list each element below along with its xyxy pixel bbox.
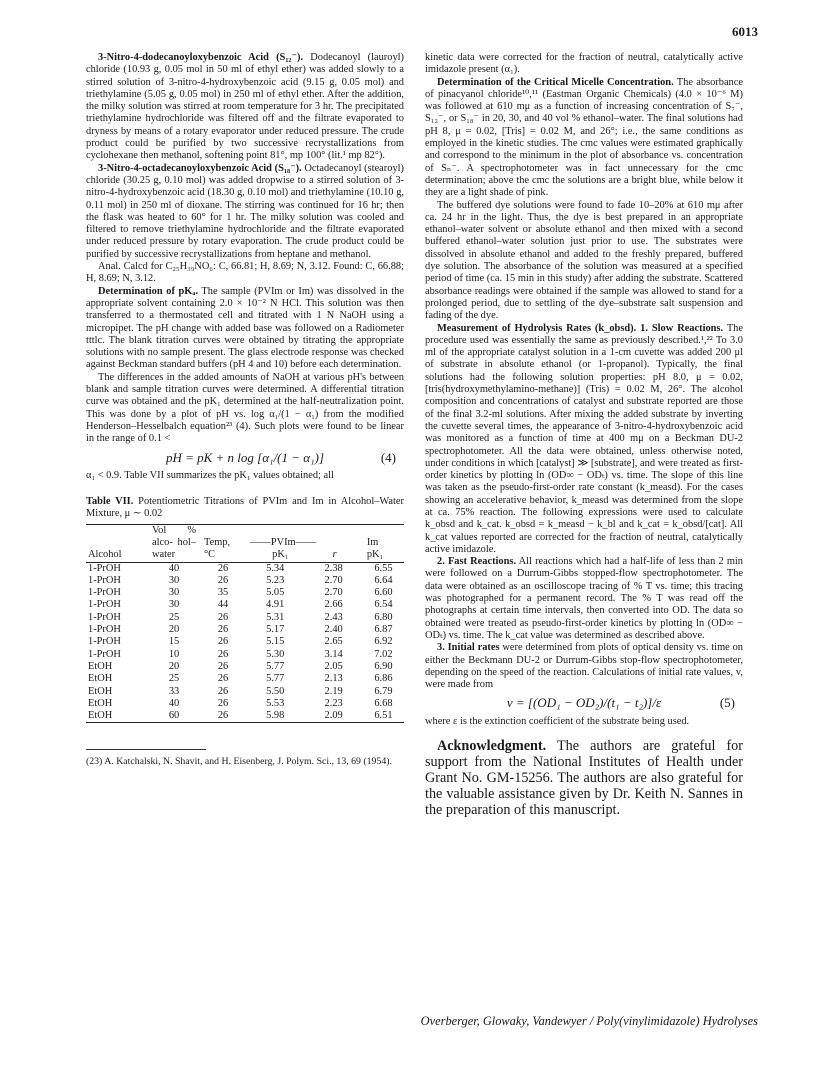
table-cell: 44 (217, 599, 229, 611)
table-cell: 2.70 (324, 574, 343, 586)
equation-number: (5) (719, 695, 735, 711)
table-cell: 20 (168, 624, 180, 636)
table-cell: 26 (217, 624, 229, 636)
footnote-23: (23) A. Katchalski, N. Shavit, and H. Eisenberg, J. Polym. Sci., 13, 69 (1954). (86, 756, 392, 768)
table-cell: 2.65 (324, 636, 343, 648)
paragraph-continued: kinetic data were corrected for the fraction of neutral, catalytically active imidazole present (α₁). (425, 52, 743, 76)
table-cell: 6.54 (374, 599, 393, 611)
table-cell: 6.80 (374, 611, 393, 623)
table-cell: 2.38 (324, 562, 343, 574)
table-cell: 25 (168, 611, 180, 623)
table-cell: 20 (168, 660, 180, 672)
table-caption: Table VII. Potentiometric Titrations of PVIm and Im in Alcohol–Water Mixture, μ ∼ 0.02 (86, 496, 404, 520)
acknowledgment-heading: Acknowledgment. (437, 738, 547, 755)
table-cell: 30 (168, 587, 180, 599)
table-cell: 26 (217, 611, 229, 623)
equation-number: (4) (380, 449, 396, 465)
table-cell: 6.68 (374, 697, 393, 709)
table-cell: EtOH (88, 685, 113, 697)
table-body (86, 562, 404, 723)
page-number: 6013 (732, 24, 758, 39)
table-cell: 5.31 (266, 611, 285, 623)
table-row (86, 636, 404, 648)
table-row (86, 710, 404, 723)
table-label: Table VII. (86, 496, 134, 508)
running-footer: Overberger, Glowaky, Vandewyer / Poly(vinylimidazole) Hydrolyses (420, 1014, 758, 1028)
col-header-alcohol: Alcohol (86, 524, 148, 562)
table-cell: 1-PrOH (88, 587, 121, 599)
equation-4 (86, 449, 404, 465)
table-row (86, 599, 404, 611)
table-cell: 35 (217, 587, 229, 599)
table-cell: 6.55 (374, 562, 393, 574)
paragraph-dye-fading: The buffered dye solutions were found to fade 10–20% at 610 mμ after ca. 24 hr in the light. Thus, the dye is best prepared in an appropriate ethanol–water solvent or absolute ethanol and then mixed with a second buffered ethanol–water solution just prior to use. The substrates were dissolved in absolute ethanol and added to the freshly prepared, buffered dye solution. The absorbance of the solution was measured at a specified period of time (ca. 15 min in this study) after adding the substrate. Scattered absorbance readings were obtained if the sample was allowed to stand for a prolonged period, due to settling of the dye–substrate salt suspension and fading of the dye. (425, 199, 743, 322)
right-column (425, 52, 743, 818)
paragraph-alpha-range: α₁ < 0.9. Table VII summarizes the pK₁ values obtained; all (86, 469, 334, 481)
paragraph-analysis: Anal. Calcd for C₂₅H₃₉NO₆: C, 66.81; H, 8.69; N, 3.12. Found: C, 66.88; H, 8.69; N, 3.12. (86, 261, 404, 285)
table-cell: 2.19 (324, 685, 343, 697)
table-cell: 4.91 (266, 599, 285, 611)
table-row (86, 612, 404, 624)
paragraph-fast-reactions: 2. Fast Reactions. All reactions which had a half-life of less than 2 min were followed on a Durrum-Gibbs stopped-flow spectrophotometer. The data were obtained as an oscilloscope tracing of % T vs. time; this tracing was photographed for a permanent record. The % T was read off the photographs at certain time intervals, then converted into OD. The data so obtained were treated as pseudo-first-order kinetics by plotting ln (OD∞ − ODₜ) vs. time. The k_cat value was determined as described above. (425, 556, 744, 641)
table-cell: 60 (168, 710, 180, 722)
table-cell: 5.17 (266, 624, 285, 636)
col-header-im-pk1: pK₁ (366, 549, 384, 561)
table-cell: 26 (217, 697, 229, 709)
table-cell: 2.09 (324, 710, 343, 722)
table-cell: 15 (168, 636, 180, 648)
table-cell: 40 (168, 562, 180, 574)
table-cell: 26 (217, 562, 229, 574)
paragraph-differential-titration: The differences in the added amounts of NaOH at various pH's between blank and sample titration curves were determined. A differential titration curve was obtained and the pK₁ determined at the half-neutralization point. This was done by a plot of pH vs. log α₁/(1 − α₁) from the modified Henderson–Hesselbalch equation²³ (4). Such plots were found to be linear in the range of 0.1 < (86, 371, 404, 445)
table-cell: 1-PrOH (88, 648, 121, 660)
table-row (86, 698, 404, 710)
titration-table (86, 524, 404, 724)
table-cell: EtOH (88, 660, 113, 672)
table-cell: 5.77 (266, 660, 285, 672)
paragraph-s18-synthesis: 3-Nitro-4-octadecanoyloxybenzoic Acid (S₁₈⁻). Octadecanoyl (stearoyl) chloride (30.25 g, 0.10 mol) was added dropwise to a stirred solution of 3-nitro-4-hydroxybenzoic acid (18.30 g, 0.10 mol) and triethylamine (10.10 g, 0.11 mol) in 250 ml of dioxane. The stirring was continued for 16 hr; then the flask was heated to 60° for 1 hr. The milky solution was cooled and filtered to remove triethylamine hydrochloride and the filtrate evaporated under reduced pressure by rotary evaporation. The crude product could be purified by successive recrystallizations from heptane and methanol. (86, 162, 404, 260)
table-cell: 30 (168, 574, 180, 586)
paragraph-pka-determination: Determination of pKₐ. The sample (PVIm or Im) was dissolved in the appropriate solvent containing 2.0 × 10⁻² N HCl. This solution was then transferred to a thermostated cell and titrated with 1 N NaOH using a micropipet. The pH change with added base was followed on a Radiometer tttlc. The blank titration curves were obtained by titrating the appropriate solutions with no sample present. The glass electrode response was checked against Beckman standard buffers (pH 4 and 10) before each determination. (86, 285, 404, 371)
col-header-r: r (332, 549, 337, 561)
table-cell: 5.98 (266, 710, 285, 722)
table-row (86, 686, 404, 698)
paragraph-extinction: where ε is the extinction coefficient of the substrate being used. (425, 715, 690, 727)
table-cell: 26 (217, 636, 229, 648)
table-cell: 5.30 (266, 648, 285, 660)
table-cell: 40 (168, 697, 180, 709)
table-row (86, 587, 404, 599)
table-cell: 6.90 (374, 660, 393, 672)
paragraph-slow-reactions: Measurement of Hydrolysis Rates (k_obsd). 1. Slow Reactions. The procedure used was essentially the same as previously described.¹,²² To 3.0 ml of the appropriate catalyst solution in a 1-cm cuvette was added 200 μl of substrate in absolute ethanol (or 1-propanol). Typically, the final solutions had the following solution properties: pH 8.0, μ = 0.02, [tris(hydroxymethylamino-methane)] (Tris) = 0.02 M, 26°. The alcohol composition and concentrations of catalyst and substrate reported are those of the final 3.2-ml solutions. After mixing the added substrate by inverting the cuvette several times, the appearance of 3-nitro-4-hydroxybenzoic acid was monitored as a function of time at 400 mμ on a Beckman DU-2 spectrophotometer. All the data were obtained, unless otherwise noted, under conditions in which [catalyst] ≫ [substrate], and were treated as first-order kinetics by plotting ln (OD∞ − ODₜ) vs. time. The slope of this line was taken as the pseudo-first-order rate constant (k_measd). For the cases showing an accelerative behavior, k_measd was determined from the slope at ca. 75% reaction. The following expressions were used to calculate k_obsd and k_cat. k_obsd = k_measd − k_bl and k_cat = k_obsd/[cat]. All k_cat values reported are corrected for the fraction of neutral, catalytically active imidazole. (425, 322, 743, 555)
table-cell: EtOH (88, 710, 113, 722)
col-header-im-group (363, 524, 404, 562)
acknowledgment: Acknowledgment. The authors are grateful for support from the National Institutes of Health under Grant No. GM-15256. The authors are also grateful for the valuable assistance given by Dr. Keith N. Sannes in the preparation of this manuscript. (425, 738, 743, 819)
table-cell: 2.23 (324, 697, 343, 709)
table-row (86, 562, 404, 575)
table-cell: 1-PrOH (88, 636, 121, 648)
table-cell: 6.51 (374, 710, 393, 722)
table-row (86, 624, 404, 636)
table-cell: 5.05 (266, 587, 285, 599)
table-cell: 5.77 (266, 673, 285, 685)
table-cell: 6.92 (374, 636, 393, 648)
col-header-pvim-group (246, 524, 363, 562)
table-cell: 7.02 (374, 648, 393, 660)
paragraph-initial-rates: 3. Initial rates were determined from plots of optical density vs. time on either the Beckmann DU-2 or Durrum-Gibbs stop-flow spectrophotometer, depending on the speed of the reaction. Calculations of initial rate values, v, were made from (425, 642, 743, 691)
table-cell: 1-PrOH (88, 562, 121, 574)
table-cell: 1-PrOH (88, 611, 121, 623)
table-cell: 3.14 (324, 648, 343, 660)
equation-5 (425, 697, 743, 709)
table-cell: 26 (217, 685, 229, 697)
equation-text: v = [(OD₁ − OD₂)/(t₁ − t₂)]/ε (506, 695, 662, 711)
paragraph-heading: 3-Nitro-4-dodecanoyloxybenzoic Acid (S₁₂⁻). (98, 52, 304, 63)
table-cell: 10 (168, 648, 180, 660)
table-cell: 2.05 (324, 660, 343, 672)
table-cell: 5.50 (266, 685, 285, 697)
paragraph-heading: Measurement of Hydrolysis Rates (k_obsd). 1. Slow Reactions. (437, 322, 724, 334)
paragraph-heading: Determination of the Critical Micelle Concentration. (437, 76, 674, 88)
table-cell: 5.15 (266, 636, 285, 648)
table-cell: 6.87 (374, 624, 393, 636)
table-cell: 30 (168, 599, 180, 611)
table-cell: 25 (168, 673, 180, 685)
table-row (86, 661, 404, 673)
table-cell: 26 (217, 660, 229, 672)
table-cell: 5.53 (266, 697, 285, 709)
table-cell: 2.66 (324, 599, 343, 611)
table-cell: 26 (217, 710, 229, 722)
col-header-pvim-pk1: pK₁ (272, 549, 289, 561)
table-cell: 2.13 (324, 673, 343, 685)
table-cell: 6.64 (374, 574, 393, 586)
table-cell: 26 (217, 574, 229, 586)
equation-text: pH = pK + n log [α₁/(1 − α₁)] (165, 449, 325, 465)
paragraph-heading: 3-Nitro-4-octadecanoyloxybenzoic Acid (S₁₈⁻). (98, 162, 302, 174)
table-cell: 2.43 (324, 611, 343, 623)
table-row (86, 673, 404, 685)
table-cell: 26 (217, 648, 229, 660)
paragraph-s12-synthesis: 3-Nitro-4-dodecanoyloxybenzoic Acid (S₁₂⁻). Dodecanoyl (lauroyl) chloride (10.93 g, 0.05 mol in 50 ml of ethyl ether) was added slowly to a stirred solution of 3-nitro-4-hydroxybenzoic acid (9.15 g, 0.05 mol) and triethylamine (5.05 g, 0.05 mol) in 250 ml of ethyl ether. After the addition, the milky solution was stirred at room temperature for 3 hr. The precipitated triethylamine hydrochloride was filtered off and the filtrate evaporated to dryness by means of a rotary evaporator under reduced pressure. The crude product could be purified by two successive recrystallizations from cyclohexane then methanol, softening point 81°, mp 100° (lit.¹ mp 82°). (86, 52, 404, 162)
table-cell: 6.60 (374, 587, 393, 599)
table-cell: 33 (168, 685, 180, 697)
col-header-pvim: ——PVIm—— (250, 536, 317, 548)
table-cell: 6.79 (374, 685, 393, 697)
paragraph-cmc: Determination of the Critical Micelle Concentration. The absorbance of pinacyanol chloride¹⁰,¹¹ (Eastman Organic Chemicals) (4.0 × 10⁻⁶ M) was followed at 610 mμ as a function of increasing concentration of S₇⁻, S₁₂⁻, or S₁₈⁻ in 20, 30, and 40 vol % ethanol–water. The final solutions had pH 8, μ = 0.02, [Tris] = 0.02 M, and 26°; i.e., the same conditions as employed in the kinetic studies. The cmc values were estimated graphically and correspond to the minimum in the plot of absorbance vs. concentration of Sₙ⁻. A spectrophotometer was in fact unnecessary for the cmc determination; above the cmc the solutions are a bright blue, while below it they are a light shade of pink. (425, 76, 743, 199)
table-row (86, 575, 404, 587)
table-cell: 2.70 (324, 587, 343, 599)
table-cell: 1-PrOH (88, 624, 121, 636)
table-cell: 5.23 (266, 574, 285, 586)
table-cell: 26 (217, 673, 229, 685)
paragraph-heading: Determination of pKₐ. (98, 285, 198, 297)
paragraph-heading: 2. Fast Reactions. (437, 556, 517, 568)
table-cell: 2.40 (324, 624, 343, 636)
col-header-im: Im (366, 536, 379, 548)
left-column (86, 52, 404, 768)
table-row (86, 649, 404, 661)
table-cell: 1-PrOH (88, 599, 121, 611)
table-cell: EtOH (88, 697, 113, 709)
col-header-vol: Vol % alco- hol– water (148, 524, 200, 562)
table-cell: 6.86 (374, 673, 393, 685)
col-header-temp: Temp, °C (200, 524, 246, 562)
paragraph-heading: 3. Initial rates (437, 642, 500, 654)
table-cell: 1-PrOH (88, 574, 121, 586)
table-cell: 5.34 (266, 562, 285, 574)
footnote-rule (86, 749, 206, 750)
table-cell: EtOH (88, 673, 113, 685)
